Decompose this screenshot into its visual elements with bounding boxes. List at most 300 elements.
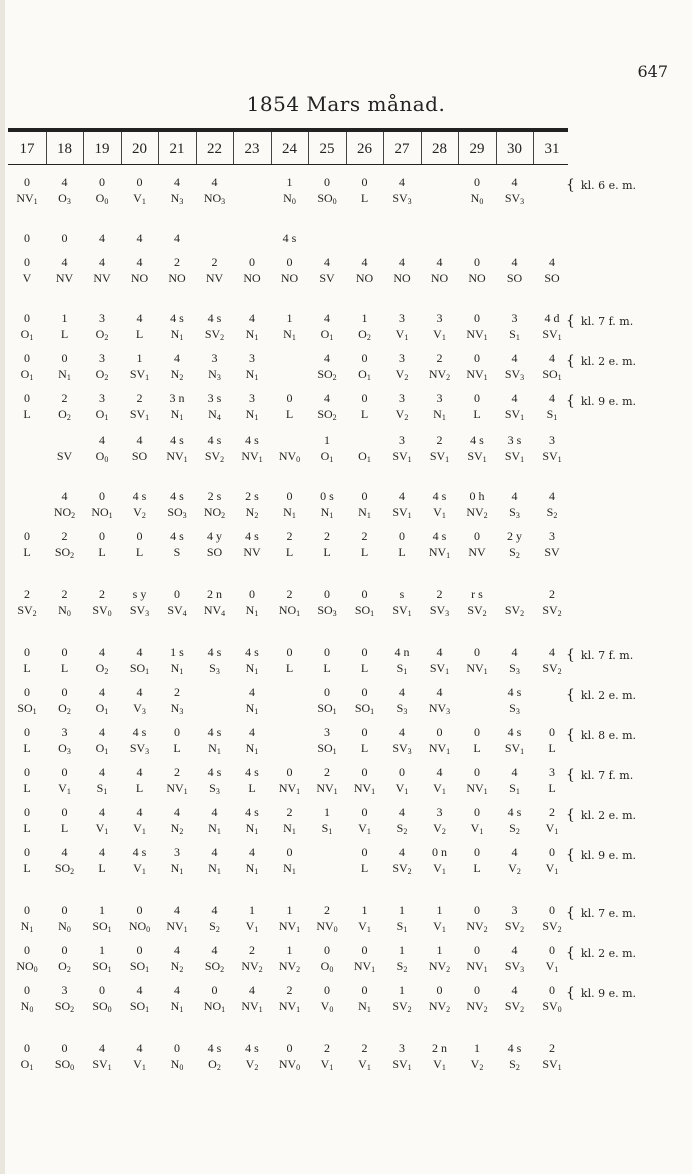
cloud-value: 4 [399, 685, 405, 699]
cloud-value: 0 [474, 255, 480, 269]
cloud-value: 3 [399, 351, 405, 365]
cloud-value: 0 [361, 685, 368, 699]
cloud-value [496, 586, 534, 602]
wind-value: $SO_1$ [542, 367, 562, 382]
cloud-value: 0 [474, 175, 480, 189]
wind-value: L [23, 741, 31, 755]
table-cell [158, 902, 196, 934]
wind-value: L [285, 545, 294, 559]
table-cell [458, 586, 496, 618]
wind-value: $SO_2$ [54, 545, 75, 560]
time-note-label: kl. 7 f. m. [580, 649, 634, 662]
table-cell [346, 764, 384, 796]
day-header-21: 21 [169, 141, 185, 157]
wind-value: $SO_1$ [129, 959, 150, 974]
cloud-value: 4 [174, 351, 180, 365]
wind-value: $SV_3$ [129, 741, 150, 756]
wind-value: $S_1$ [509, 781, 520, 796]
wind-value: $V_2$ [395, 407, 409, 422]
wind-value: $SO_1$ [354, 701, 375, 716]
wind-value: SO [131, 449, 148, 463]
wind-value: L [173, 741, 181, 755]
cloud-value: 2 [136, 391, 143, 405]
wind-value: $NV_1$ [278, 999, 301, 1014]
cloud-value: 4 s [507, 1041, 522, 1055]
wind-value: $V_1$ [133, 1057, 146, 1072]
column-divider [83, 132, 84, 164]
table-cell [496, 684, 534, 716]
table-cell [496, 528, 534, 560]
table-cell [233, 942, 271, 974]
wind-value: $V_1$ [133, 191, 146, 206]
cloud-value: 4 [99, 645, 105, 659]
cloud-value: 0 [324, 175, 330, 189]
cloud-value: 0 [474, 943, 480, 957]
wind-value: $N_1$ [58, 367, 71, 382]
wind-value: $V_2$ [245, 1057, 259, 1072]
wind-value: $O_2$ [358, 327, 371, 342]
wind-value: $NV_1$ [466, 959, 488, 974]
table-cell [121, 174, 159, 206]
cloud-value: 0 [474, 645, 480, 659]
wind-value: $SO_3$ [167, 505, 187, 520]
wind-value: $SV_1$ [129, 367, 150, 382]
table-cell [421, 724, 459, 756]
table-cell [421, 586, 459, 618]
cloud-value: 4 [511, 391, 518, 405]
cloud-value: 2 s [245, 489, 259, 503]
table-cell [121, 844, 159, 876]
wind-value: $SV_3$ [392, 741, 412, 756]
cloud-value: 2 s [207, 489, 222, 503]
wind-value: $V_1$ [433, 327, 446, 342]
wind-value: NO [243, 271, 261, 285]
table-cell [46, 432, 84, 464]
cloud-value: 4 [549, 351, 555, 365]
cloud-value: 4 [136, 685, 143, 699]
wind-value: $N_0$ [58, 919, 71, 934]
wind-value: $S_3$ [396, 701, 408, 716]
cloud-value: 4 [436, 645, 443, 659]
wind-value: L [23, 545, 31, 559]
wind-value: L [360, 407, 369, 421]
table-cell [308, 1040, 346, 1072]
table-cell [458, 254, 496, 286]
wind-value: L [135, 545, 144, 559]
cloud-value: 4 [249, 725, 255, 739]
table-cell [383, 432, 421, 464]
cloud-value: 0 [474, 391, 480, 405]
wind-value: $SV_2$ [542, 661, 562, 676]
cloud-value: 4 [511, 351, 518, 365]
wind-value: NO [168, 271, 186, 285]
cloud-value: 0 [324, 983, 330, 997]
table-cell [271, 254, 309, 286]
brace-icon: { [566, 687, 575, 703]
cloud-value: 0 [174, 725, 180, 739]
cloud-value: 3 [61, 983, 68, 997]
cloud-value: 4 s [170, 489, 184, 503]
day-header-27: 27 [394, 141, 410, 157]
table-cell [496, 174, 534, 206]
wind-value: $N_2$ [170, 959, 184, 974]
table-cell [46, 804, 84, 836]
table-cell [83, 174, 121, 206]
wind-value: $O_1$ [358, 449, 371, 464]
table-cell [158, 528, 196, 560]
wind-value: $N_1$ [170, 861, 184, 876]
wind-value: $V_1$ [433, 781, 446, 796]
cloud-value: 1 [324, 805, 330, 819]
table-cell [271, 644, 309, 676]
cloud-value: 2 [61, 391, 68, 405]
cloud-value: 0 [24, 175, 30, 189]
table-cell [121, 528, 159, 560]
cloud-value: 4 [511, 943, 518, 957]
wind-value: $N_1$ [245, 661, 259, 676]
day-header-24: 24 [282, 141, 297, 157]
wind-value: $V_1$ [133, 821, 146, 836]
table-cell [458, 528, 496, 560]
time-note [566, 314, 633, 329]
table-cell [383, 982, 421, 1014]
cloud-value: 0 [361, 489, 368, 503]
wind-value: S [173, 545, 181, 559]
column-divider [458, 132, 459, 164]
table-cell [158, 488, 196, 520]
table-cell [383, 764, 421, 796]
wind-value: L [473, 861, 481, 875]
wind-value: $N_1$ [433, 407, 446, 422]
cloud-value: 4 [61, 845, 68, 859]
cloud-value: 0 [474, 529, 480, 543]
wind-value: NV [93, 271, 111, 285]
cloud-value: 0 [136, 529, 143, 543]
wind-value: $S_3$ [509, 505, 520, 520]
cloud-value: 4 [99, 765, 105, 779]
wind-value: $N_1$ [170, 407, 184, 422]
cloud-value: 2 [549, 587, 555, 601]
cloud-value: 4 [399, 805, 405, 819]
table-cell [196, 764, 234, 796]
cloud-value: 4 [174, 175, 180, 189]
table-cell [533, 1040, 571, 1072]
cloud-value: 4 [99, 845, 105, 859]
table-cell [121, 586, 159, 618]
cloud-value: 4 s [507, 685, 522, 699]
cloud-value: 0 [361, 943, 368, 957]
cloud-value: 4 s [245, 765, 259, 779]
table-cell [233, 764, 271, 796]
wind-value: $SO_2$ [54, 999, 75, 1014]
cloud-value: 4 [511, 255, 518, 269]
cloud-value: 0 [286, 489, 293, 503]
table-cell [383, 254, 421, 286]
cloud-value: 0 [136, 903, 143, 917]
table-cell [308, 350, 346, 382]
cloud-value: 0 [286, 765, 293, 779]
cloud-value: 0 [474, 983, 480, 997]
table-cell [496, 764, 534, 796]
day-header-29: 29 [469, 141, 485, 157]
table-cell [196, 844, 234, 876]
table-cell [496, 1040, 534, 1072]
cloud-value: 4 s [207, 1041, 222, 1055]
cloud-value: 0 [474, 725, 480, 739]
table-cell [8, 942, 46, 974]
table-cell [121, 724, 159, 756]
cloud-value: 4 [249, 311, 255, 325]
cloud-value: 3 [324, 725, 330, 739]
wind-value: L [398, 545, 406, 559]
table-cell [271, 586, 309, 618]
cloud-value: s y [132, 587, 147, 601]
table-cell [158, 254, 196, 286]
cloud-value: 1 [361, 903, 368, 917]
table-cell [308, 804, 346, 836]
table-cell [121, 942, 159, 974]
table-cell [158, 1040, 196, 1072]
brace-icon: { [566, 647, 575, 663]
table-cell [233, 684, 271, 716]
table-cell [458, 1040, 496, 1072]
wind-value: $NV_2$ [466, 999, 488, 1014]
time-note [566, 728, 636, 743]
cloud-value: 0 [24, 765, 30, 779]
cloud-value: 4 s [245, 805, 259, 819]
wind-value: $SV_2$ [392, 861, 412, 876]
table-cell [346, 488, 384, 520]
wind-value: $SV_0$ [92, 603, 112, 618]
table-cell [271, 488, 309, 520]
table-cell [121, 488, 159, 520]
cloud-value: 0 [361, 645, 368, 659]
table-cell [83, 310, 121, 342]
wind-value: $V_1$ [133, 861, 146, 876]
table-cell [8, 804, 46, 836]
cloud-value: 1 [324, 433, 330, 447]
table-cell [346, 942, 384, 974]
day-header-31: 31 [544, 141, 560, 157]
table-cell [83, 586, 121, 618]
table-cell [496, 724, 534, 756]
wind-value: NV [205, 271, 224, 285]
wind-value: $SO_2$ [317, 367, 337, 382]
wind-value: NO [355, 271, 374, 285]
cloud-value: 4 n [394, 645, 410, 659]
table-cell [271, 1040, 309, 1072]
table-cell [46, 1040, 84, 1072]
column-divider [46, 132, 47, 164]
cloud-value: 2 [324, 529, 330, 543]
wind-value: $N_1$ [245, 741, 259, 756]
table-cell [346, 432, 384, 464]
wind-value: $NV_1$ [466, 367, 488, 382]
wind-value: $SO_1$ [354, 603, 375, 618]
cloud-value: 4 [99, 685, 105, 699]
cloud-value: 3 [399, 433, 405, 447]
table-cell [496, 432, 534, 464]
table-cell [308, 586, 346, 618]
cloud-value: 2 [174, 685, 180, 699]
table-cell [233, 982, 271, 1014]
cloud-value: 2 [249, 943, 255, 957]
cloud-value: 0 [549, 845, 555, 859]
wind-value: L [360, 661, 369, 675]
wind-value: $NV_0$ [316, 919, 338, 934]
cloud-value: 2 n [207, 587, 222, 601]
wind-value: L [360, 741, 369, 755]
table-cell [346, 644, 384, 676]
table-cell [83, 684, 121, 716]
cloud-value: 1 [61, 311, 68, 325]
table-cell [196, 942, 234, 974]
table-cell [271, 982, 309, 1014]
wind-value: $O_2$ [208, 1057, 221, 1072]
wind-value: L [360, 861, 369, 875]
cloud-value: 4 s [132, 725, 147, 739]
cloud-value: 4 [399, 845, 405, 859]
wind-value: $S_2$ [509, 821, 520, 836]
cloud-value: 0 [474, 351, 480, 365]
cloud-value: 3 [99, 311, 105, 325]
wind-value: $SV_1$ [542, 1057, 562, 1072]
cloud-value: 2 [99, 587, 105, 601]
table-cell [46, 684, 84, 716]
cloud-value: 2 [174, 765, 180, 779]
table-cell [421, 528, 459, 560]
wind-value: $SO_1$ [317, 741, 337, 756]
table-cell [346, 310, 384, 342]
time-note [566, 986, 636, 1001]
wind-value: $NO_2$ [203, 505, 226, 520]
wind-value: NV [243, 545, 261, 559]
wind-value: $V_1$ [95, 821, 109, 836]
wind-value: $N_1$ [283, 861, 296, 876]
cloud-value: 1 s [170, 645, 184, 659]
table-cell [346, 528, 384, 560]
cloud-value: 4 [136, 645, 143, 659]
wind-value: $N_1$ [283, 505, 296, 520]
brace-icon: { [566, 313, 575, 329]
table-cell [458, 804, 496, 836]
time-note [566, 808, 636, 823]
wind-value: L [285, 407, 294, 421]
table-cell [346, 684, 384, 716]
table-cell [83, 942, 121, 974]
table-cell [121, 254, 159, 286]
table-cell [421, 942, 459, 974]
column-divider [346, 132, 347, 164]
cloud-value: 2 [549, 805, 555, 819]
wind-value: SO [206, 545, 223, 559]
wind-value: $N_1$ [283, 327, 296, 342]
cloud-value: 1 [136, 351, 143, 365]
table-cell [196, 310, 234, 342]
cloud-value: 0 [211, 983, 218, 997]
cloud-value: 0 [99, 489, 105, 503]
table-cell [233, 586, 271, 618]
table-cell [121, 684, 159, 716]
wind-value: L [323, 545, 331, 559]
wind-value: $SV_1$ [392, 603, 412, 618]
wind-value: $V_1$ [433, 1057, 446, 1072]
wind-value: $N_1$ [320, 505, 334, 520]
wind-value: $S_2$ [396, 821, 408, 836]
wind-value: $SV_1$ [504, 407, 525, 422]
cloud-value: 3 [399, 391, 405, 405]
wind-value: $NV_2$ [466, 919, 488, 934]
cloud-value: 0 [399, 529, 405, 543]
cloud-value: 4 s [282, 231, 297, 245]
wind-value: $O_0$ [320, 959, 334, 974]
table-cell [458, 350, 496, 382]
cloud-value: 2 [324, 765, 330, 779]
table-cell [496, 844, 534, 876]
wind-value: $SV_1$ [542, 449, 562, 464]
table-cell [458, 390, 496, 422]
cloud-value: 4 [549, 645, 555, 659]
cloud-value: 0 [361, 765, 368, 779]
cloud-value: 4 [99, 255, 105, 269]
table-cell [383, 586, 421, 618]
table-cell [83, 390, 121, 422]
cloud-value: 4 [324, 351, 330, 365]
cloud-value: 0 [361, 391, 368, 405]
wind-value: $SV_3$ [129, 603, 150, 618]
table-cell [533, 528, 571, 560]
cloud-value: 4 s [170, 433, 184, 447]
cloud-value: 3 [174, 845, 180, 859]
wind-value: $NO_1$ [91, 505, 113, 520]
table-cell [158, 644, 196, 676]
wind-value: $SV_0$ [542, 999, 562, 1014]
table-cell [83, 432, 121, 464]
cloud-value: 4 [174, 903, 180, 917]
time-note-label: kl. 2 e. m. [580, 947, 637, 960]
table-cell [346, 254, 384, 286]
table-cell [8, 764, 46, 796]
cloud-value: 4 s [170, 311, 184, 325]
wind-value: $NV_1$ [166, 919, 188, 934]
wind-value: $NV_1$ [428, 545, 451, 560]
table-cell [46, 488, 84, 520]
cloud-value: 0 [399, 765, 405, 779]
cloud-value: 0 [249, 255, 255, 269]
table-cell [46, 528, 84, 560]
cloud-value: 3 [549, 433, 555, 447]
table-cell [496, 982, 534, 1014]
day-header-22: 22 [207, 141, 222, 157]
wind-value: $SO_0$ [54, 1057, 75, 1072]
table-cell [233, 844, 271, 876]
table-cell [271, 432, 309, 464]
table-cell [346, 724, 384, 756]
wind-value: $N_0$ [283, 191, 296, 206]
cloud-value: 0 [549, 903, 555, 917]
cloud-value: s [399, 587, 405, 601]
column-divider [196, 132, 197, 164]
wind-value: $V_1$ [395, 327, 409, 342]
time-note [566, 768, 633, 783]
table-cell [346, 902, 384, 934]
wind-value: $SV_2$ [542, 919, 562, 934]
cloud-value: 4 [324, 255, 330, 269]
table-cell [46, 586, 84, 618]
wind-value: $S_2$ [509, 545, 520, 560]
cloud-value: 4 [136, 255, 143, 269]
time-note-label: kl. 2 e. m. [580, 355, 637, 368]
